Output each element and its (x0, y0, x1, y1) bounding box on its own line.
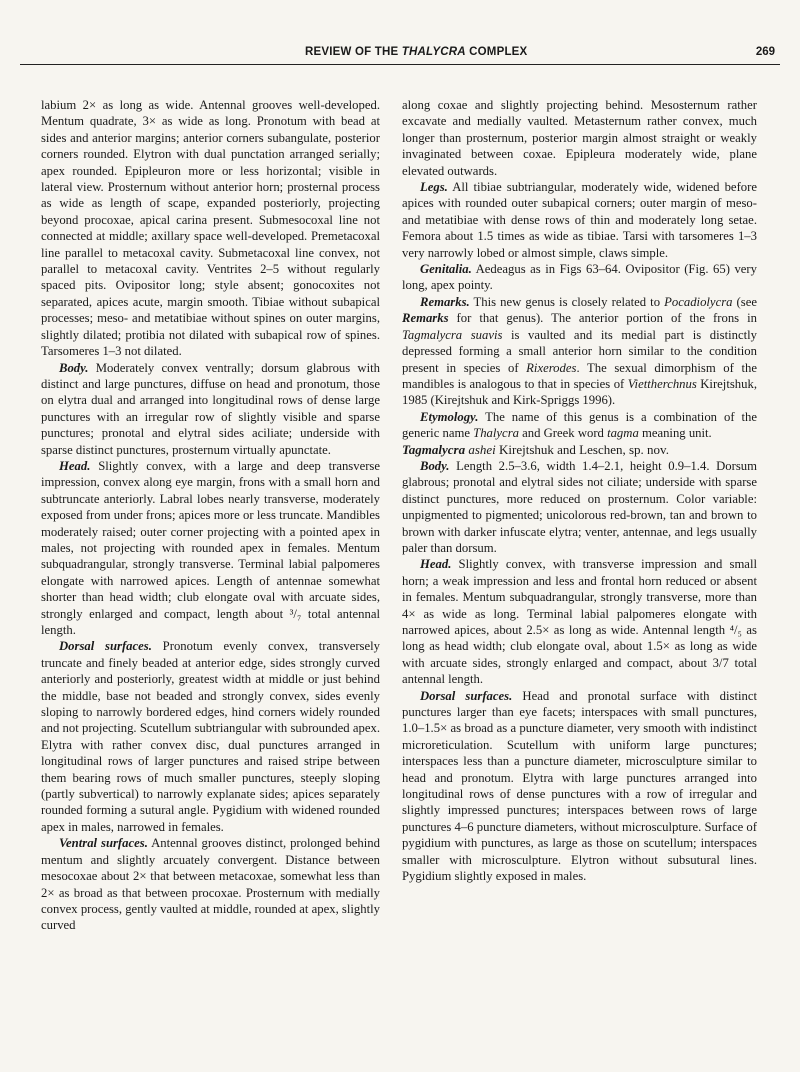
running-title-genus: THALYCRA (401, 46, 466, 58)
paragraph-text: Slightly convex, with a large and deep transverse impression, convex along eye margin, frons with a small horn and subtruncate anteriorly. Labral lobes nearly transverse, moderately exposed from under frons; apices more or less truncate. Mandibles moderately raised; outer corner projecting with a pointed apex in males, not projecting with rounded apex in females. Mentum subquadrangular, strongly transverse. Terminal labial palpomeres elongate with narrowed apices. Length of antennae somewhat shorter than head width; club elongate oval with arcuate sides, strongly enlarged and compact, length about ³/₇ total antennal length. (41, 458, 380, 637)
taxon-name: Rixerodes (526, 360, 577, 375)
paragraph-text: along coxae and slightly projecting behind. Mesosternum rather excavate and medially vaulted. Metasternum rather convex, much longer than prosternum, posterior margin almost straight or weakly invaginated between coxae. Epipleura moderately wide, plane elevated outwards. (402, 98, 757, 178)
subheading-legs: Legs. (420, 180, 448, 195)
paragraph-species-dorsal (402, 688, 757, 885)
text-run: and Greek word (518, 426, 608, 441)
subheading-head: Head. (59, 458, 91, 473)
cross-reference: Remarks (402, 311, 449, 326)
paragraph-species-head (402, 556, 757, 687)
paragraph-text: All tibiae subtriangular, moderately wide, widened before apices with rounded outer subapical corners; outer margin of meso- and metatibiae with dense rows of thin and moderately long setae. Femora about 1.5 times as wide as tibiae. Tarsi with tarsomeres 1–3 very narrowly lobed or almost simple, claws simple. (402, 180, 757, 260)
subheading-body: Body. (59, 360, 89, 375)
subheading-dorsal: Dorsal surfaces. (420, 688, 513, 703)
text-run: . The sexual dimorphism of the mandibles is analogous to that in species of (402, 360, 757, 391)
paragraph-ventral (41, 835, 380, 933)
subheading-etymology: Etymology. (420, 409, 479, 424)
paragraph-dorsal (41, 638, 380, 835)
text-run: This new genus is closely related to (469, 294, 665, 309)
taxon-name: Tagmalycra suavis (402, 327, 503, 342)
paragraph-text: Length 2.5–3.6, width 1.4–2.1, height 0.9–1.4. Dorsum glabrous; pronotal and elytral sides not ciliate; underside with sparse distinct punctures, more reduced on prosternum. Color variable: unpigmented to pigmented; unicolorous red-brown, tan and brown to brown with darker infuscate elytra; venter, antennae, and legs usually paler than dorsum. (402, 458, 757, 555)
paragraph-text: Aedeagus as in Figs 63–64. Ovipositor (Fig. 65) very long, apex pointy. (402, 262, 757, 293)
paragraph-legs (402, 179, 757, 261)
species-genus: Tagmalycra (402, 441, 466, 457)
running-header (20, 44, 780, 65)
paragraph-text: Slightly convex, with transverse impression and small horn; a weak impression and less and frontal horn reduced or absent in females. Mentum subquadrangular, strongly transverse, more than 4× as wide as long. Terminal labial palpomeres elongate with narrowed apices, about 2.5× as long as wide. Antennal length ⁴/₅ as long as head width; club elongate oval, about 1.5× as long as wide with arcuate sides, strongly enlarged and compact, about 3/7 total antennal length. (402, 557, 757, 687)
taxon-name: Viettherchnus (627, 376, 697, 391)
subheading-genitalia: Genitalia. (420, 262, 472, 277)
paragraph-remarks (402, 294, 757, 409)
greek-word: tagma (607, 426, 639, 441)
paragraph-continued (41, 97, 380, 360)
running-title-suffix: COMPLEX (469, 46, 528, 58)
text-run: for that genus). The anterior portion of the frons in (448, 311, 757, 326)
paragraph-text: Moderately convex ventrally; dorsum glabrous with distinct and large punctures, diffuse on head and pronotum, those on elytra dual and arranged into longitudinal rows of dense large punctures with an irregular row of slightly visible and sparse punctures; pronotal and elytral sides aciliate; underside with sparse distinct punctures, prosternum virtually apunctate. (41, 360, 380, 457)
text-run: The name of this genus is a combination of the generic name (402, 409, 757, 441)
text-run: Kirejtshuk, 1985 (Kirejtshuk and Kirk-Spriggs 1996). (402, 376, 757, 408)
running-title (305, 46, 527, 58)
subheading-ventral: Ventral surfaces. (59, 836, 148, 851)
paragraph-continued (402, 97, 757, 179)
paragraph-text: Antennal grooves distinct, prolonged behind mentum and slightly arcuately convergent. Distance between mesocoxae about 2× that between metacoxae, somewhat less than 2× as broad as that between procoxae. Prosternum with medially convex process, gently vaulted at middle, rounded at apex, slightly curved (41, 836, 380, 933)
text-run: (see (732, 294, 757, 309)
page-number: 269 (755, 46, 775, 58)
paragraph-text: Pronotum evenly convex, transversely truncate and finely beaded at anterior edge, sides strongly curved anteriorly and posteriorly, greatest width at middle or just behind the middle, base not beaded and strongly convex, sides evenly sloping to narrowly bordered edges, hind corners widely rounded and not projecting. Scutellum subtriangular with subrounded apex. Elytra with rather convex disc, dual punctures arranged in longitudinal rows of larger punctures and raised stripe between them bearing rows of much smaller punctures, steeply sloping (partly subvertical) to narrowly explanate sides; apices separately rounded forming a sutural angle. Pygidium with widened rounded apex in males, narrowed in females. (41, 639, 380, 834)
right-column (402, 97, 757, 885)
subheading-body: Body. (420, 458, 450, 473)
paragraph-species-body (402, 458, 757, 556)
subheading-head: Head. (420, 557, 452, 572)
species-heading (402, 442, 757, 458)
subheading-dorsal: Dorsal surfaces. (59, 639, 152, 654)
taxon-name: Pocadiolycra (664, 294, 733, 309)
paragraph-text: labium 2× as long as wide. Antennal grooves well-developed. Mentum quadrate, 3× as wide as long. Pronotum with bead at sides and anterior margins; anterior corners subangulate, posterior corners rounded. Elytron with dual punctation arranged serially; apex rounded. Epipleuron more or less horizontal; visible in lateral view. Prosternum without anterior horn; prosternal process as wide as length of scape, expanded posteriorly, projecting beyond procoxae, apical carina present. Submesocoxal line not connected at middle; axillary space well-developed. Premetacoxal line parallel to metacoxal cavity. Submetacoxal line convex, not parallel to metacoxal cavity. Ventrites 2–5 without regularly spaced pits. Ovipositor long; style absent; gonocoxites not separated, apices acute, margin smooth. Tibiae without subapical processes; meso- and metatibiae without spines on outer margins, slightly dilated; protibia not dilated with subapical row of spines. Tarsomeres 1–3 not dilated. (41, 98, 380, 359)
left-column (41, 97, 380, 934)
paragraph-text: Head and pronotal surface with distinct punctures larger than eye facets; interspaces with small punctures, 1.0–1.5× as broad as a puncture diameter, very smooth with indistinct microreticulation. Scutellum with uniform large punctures; interspaces less than a puncture diameter, microsculpture similar to head and pronotum. Elytra with large punctures arranged into longitudinal rows of dense punctures with a row of irregular and slightly impressed punctures; interspaces between rows of large punctures 4–6 puncture diameters, without microsculpture. Surface of pygidium with punctures, as large as those on scutellum; interspaces smaller with microsculpture. Elytron without subsutural lines. Pygidium slightly exposed in males. (402, 688, 757, 884)
text-run: is vaulted and its medial part is distinctly depressed forming a small anterior horn similar to the condition present in species of (402, 327, 757, 375)
species-epithet: ashei (468, 441, 496, 457)
paragraph-genitalia (402, 261, 757, 294)
species-authority: Kirejtshuk and Leschen, sp. nov. (495, 441, 669, 457)
text-run: meaning unit. (638, 426, 712, 441)
paragraph-body (41, 360, 380, 458)
subheading-remarks: Remarks. (420, 294, 470, 309)
paragraph-head (41, 458, 380, 638)
taxon-name: Thalycra (473, 426, 519, 441)
paragraph-etymology (402, 409, 757, 442)
running-title-prefix: REVIEW OF THE (305, 46, 399, 58)
